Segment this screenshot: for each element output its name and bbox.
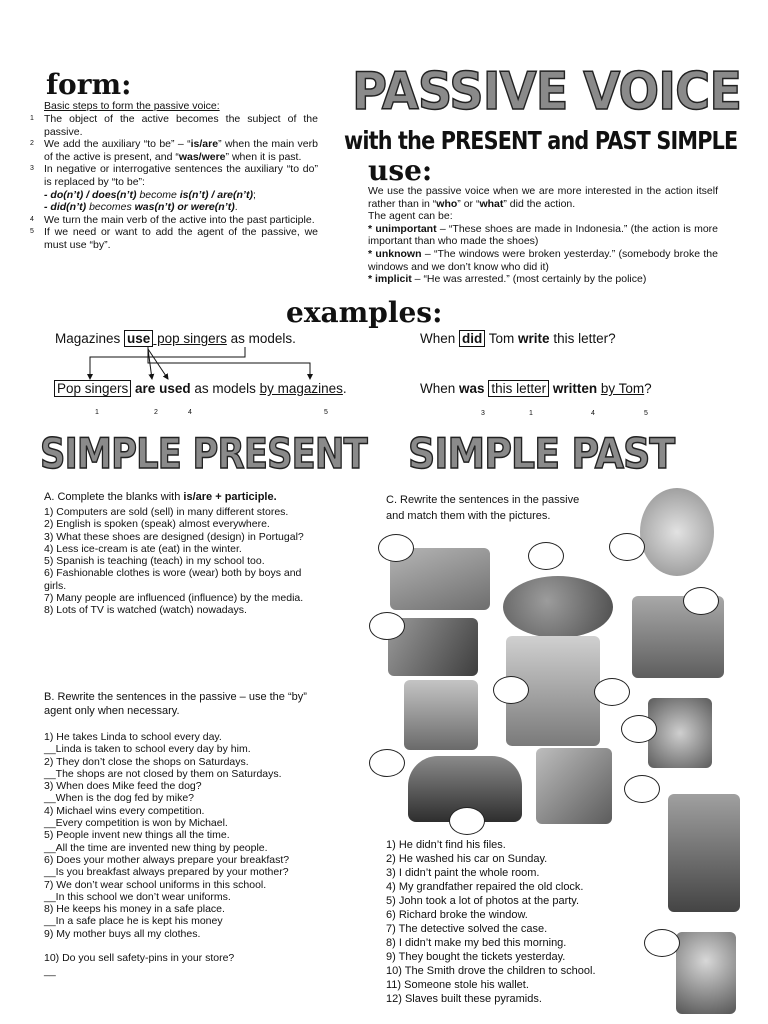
exercise-c-item: 9) They bought the tickets yesterday. <box>386 951 566 963</box>
answer-bubble[interactable] <box>528 542 564 570</box>
step-text: The object of the active becomes the subject of the passive. <box>44 113 318 138</box>
picture-pyramids <box>404 680 478 750</box>
use-item-unimportant: * unimportant – “These shoes are made in Indonesia.” (the action is more important than who made the shoes) <box>368 222 718 248</box>
step-number: 2 <box>30 140 34 148</box>
exercise-c-item: 12) Slaves built these pyramids. <box>386 993 542 1005</box>
use-body <box>368 185 718 286</box>
exercise-b-item: __Linda is taken to school every day by him. <box>44 743 251 756</box>
picture-washed-car <box>503 576 613 638</box>
exercise-b-item: 1) He takes Linda to school every day. <box>44 731 222 743</box>
form-intro: Basic steps to form the passive voice: <box>44 100 220 112</box>
step-text: . <box>234 201 238 214</box>
exercise-c-item: 8) I didn’t make my bed this morning. <box>386 937 567 949</box>
section-simple-present: SIMPLE PRESENT <box>40 429 367 478</box>
answer-bubble[interactable] <box>594 678 630 706</box>
exercise-a-item: 4) Less ice-cream is ate (eat) in the winter. <box>44 542 242 555</box>
form-steps <box>30 113 318 252</box>
step-text: We add the auxiliary “to be” – “ <box>44 138 191 151</box>
step-emph: - did(n’t) <box>44 201 90 214</box>
exercise-b-item: __Is you breakfast always prepared by your mother? <box>44 866 289 879</box>
step-number: 3 <box>30 165 34 173</box>
use-agent-line: The agent can be: <box>368 210 453 223</box>
step-emph: is/are <box>190 138 219 151</box>
exercise-a-heading: A. Complete the blanks with is/are + participle. <box>44 491 277 503</box>
section-simple-past: SIMPLE PAST <box>408 429 675 478</box>
answer-bubble[interactable] <box>378 534 414 562</box>
exercise-b-item: 6) Does your mother always prepare your breakfast? <box>44 853 290 866</box>
step-text: In negative or interrogative sentences the auxiliary “to do” is replaced by “to be”: <box>44 163 318 188</box>
exercise-a-item: 7) Many people are influenced (influence) by the media. <box>44 592 304 605</box>
step-text: becomes <box>89 201 132 214</box>
exercise-c-item: 4) My grandfather repaired the old clock. <box>386 881 584 893</box>
answer-bubble[interactable] <box>449 807 485 835</box>
exercise-c-item: 11) Someone stole his wallet. <box>386 979 529 991</box>
step-text: become <box>139 188 177 201</box>
step-text: If we need or want to add the agent of the passive, we must use “by”. <box>44 226 318 251</box>
exercise-c-list <box>386 838 596 1006</box>
exercise-c-heading: C. Rewrite the sentences in the passive and match them with the pictures. <box>386 494 580 522</box>
step-text: We turn the main verb of the active into the past participle. <box>44 213 315 226</box>
exercise-c-item: 5) John took a lot of photos at the party. <box>386 895 580 907</box>
form-step-5 <box>30 226 318 251</box>
step-text: ” when the main verb of the active is present, and “ <box>44 138 318 163</box>
form-step-1 <box>30 113 318 138</box>
answer-bubble[interactable] <box>624 775 660 803</box>
answer-bubble[interactable] <box>369 612 405 640</box>
exercise-a-list <box>44 506 304 617</box>
answer-bubble[interactable] <box>621 715 657 743</box>
answer-bubble[interactable] <box>609 533 645 561</box>
example-1-arrows <box>50 345 350 385</box>
picture-stolen-wallet <box>676 932 736 1014</box>
step-number: 1 <box>30 115 34 122</box>
exercise-b-item: 4) Michael wins every competition. <box>44 804 205 817</box>
use-item-implicit: * implicit – “He was arrested.” (most certainly by the police) <box>368 273 647 286</box>
examples-heading: examples: <box>286 296 443 329</box>
exercise-b-heading: B. Rewrite the sentences in the passive – use the “by” agent only when necessary. <box>44 691 307 717</box>
exercise-c-item: 3) I didn’t paint the whole room. <box>386 867 540 879</box>
answer-bubble[interactable] <box>644 929 680 957</box>
exercise-b-item: 7) We don’t wear school uniforms in this school. <box>44 878 267 891</box>
exercise-c-item: 10) The Smith drove the children to school. <box>386 965 596 977</box>
exercise-b-item: __In this school we don’t wear uniforms. <box>44 890 231 903</box>
exercise-b-item: __When is the dog fed by mike? <box>44 792 195 805</box>
step-emph: - do(n’t) / does(n’t) <box>44 188 140 201</box>
exercise-a-item: 6) Fashionable clothes is wore (wear) both by boys and <box>44 567 302 580</box>
exercise-c-item: 1) He didn’t find his files. <box>386 839 506 851</box>
exercise-a-item: 5) Spanish is teaching (teach) in my school too. <box>44 555 265 568</box>
step-number: 4 <box>30 215 34 223</box>
step-number: 5 <box>30 228 34 236</box>
example-1-active: Magazines use pop singers as models. <box>55 331 296 346</box>
exercise-b-item: __ <box>44 964 56 977</box>
exercise-a-item: 1) Computers are sold (sell) in many different stores. <box>44 506 289 518</box>
exercise-b-item: 5) People invent new things all the time. <box>44 829 230 842</box>
picture-clock-repair <box>648 698 712 768</box>
step-text: ” when it is past. <box>225 150 302 163</box>
exercise-b-item <box>44 940 289 952</box>
sub-title: with the PRESENT and PAST SIMPLE <box>344 126 738 155</box>
exercise-a-item: 3) What these shoes are designed (design) in Portugal? <box>44 530 304 543</box>
exercise-b-item: 9) My mother buys all my clothes. <box>44 927 201 940</box>
exercise-a-item: 2) English is spoken (speak) almost everywhere. <box>44 518 270 531</box>
step-emph: is(n’t) / are(n’t) <box>176 188 254 201</box>
form-step-3 <box>30 163 318 213</box>
exercise-c-item: 6) Richard broke the window. <box>386 909 528 921</box>
exercise-b-item: 2) They don’t close the shops on Saturdays. <box>44 755 249 768</box>
example-2-passive: When was this letter written by Tom? <box>420 381 652 396</box>
use-heading: use: <box>368 154 433 187</box>
exercise-b-list <box>44 731 289 977</box>
exercise-a-item: 8) Lots of TV is watched (watch) nowadays. <box>44 604 247 617</box>
form-heading: form: <box>46 68 132 101</box>
exercise-b-item: 10) Do you sell safety-pins in your store? <box>44 952 235 965</box>
exercise-b-item: __All the time are invented new thing by people. <box>44 841 268 854</box>
picture-broken-window <box>536 748 612 824</box>
picture-files-cabinet <box>668 794 740 912</box>
example-2-active: When did Tom write this letter? <box>420 331 616 346</box>
answer-bubble[interactable] <box>369 749 405 777</box>
step-text: ; <box>253 188 256 201</box>
exercise-a-item: girls. <box>44 579 67 592</box>
main-title: PASSIVE VOICE <box>352 62 742 122</box>
step-emph: was(n’t) or were(n’t) <box>131 201 235 214</box>
use-item-unknown: * unknown – “The windows were broken yesterday.” (somebody broke the windows and we don’t know who did it) <box>368 247 718 273</box>
example-1-passive: Pop singers are used as models by magazines. <box>54 381 347 396</box>
picture-fireworks-party <box>640 488 714 576</box>
exercise-b-item: 8) He keeps his money in a safe place. <box>44 903 225 916</box>
answer-bubble[interactable] <box>493 676 529 704</box>
step-emph: was/were <box>178 150 226 163</box>
exercise-b-item: __In a safe place he is kept his money <box>44 915 223 928</box>
form-step-2 <box>30 138 318 163</box>
answer-bubble[interactable] <box>683 587 719 615</box>
exercise-b-item: __Every competition is won by Michael. <box>44 817 228 830</box>
exercise-c-item: 2) He washed his car on Sunday. <box>386 853 548 865</box>
exercise-c-item: 7) The detective solved the case. <box>386 923 548 935</box>
exercise-b-item: 3) When does Mike feed the dog? <box>44 780 202 793</box>
use-intro: We use the passive voice when we are more interested in the action itself rather than in “who” or “what” did the action. <box>368 185 718 210</box>
form-step-4 <box>30 214 318 227</box>
exercise-b-item: __The shops are not closed by them on Saturdays. <box>44 767 282 780</box>
